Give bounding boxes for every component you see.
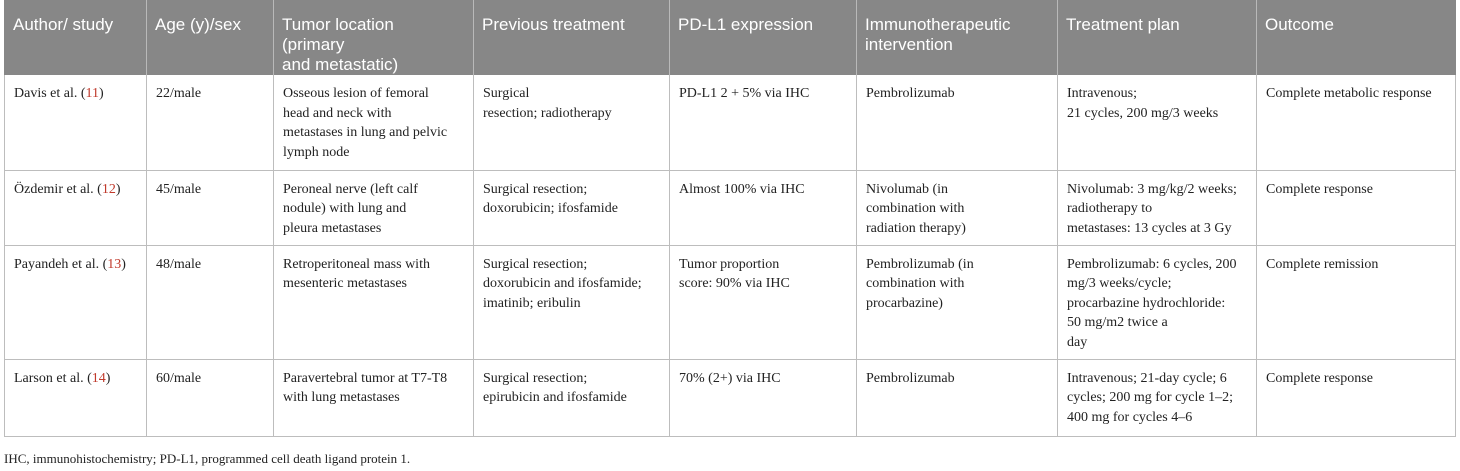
cell-treatment-plan: Pembrolizumab: 6 cycles, 200 mg/3 weeks/cycle; procarbazine hydrochloride: 50 mg/m2 twice a day: [1058, 245, 1257, 359]
cell-previous-treatment: Surgical resection; radiotherapy: [474, 75, 670, 170]
cell-pdl1: 70% (2+) via IHC: [670, 359, 857, 436]
cell-tumor-location: Osseous lesion of femoral head and neck with metastases in lung and pelvic lymph node: [274, 75, 474, 170]
citation-link[interactable]: 14: [91, 370, 106, 386]
table-footnote: IHC, immunohistochemistry; PD-L1, programmed cell death ligand protein 1.: [4, 451, 411, 466]
header-row: [5, 0, 1456, 75]
header-age-sex: Age (y)/sex: [147, 0, 274, 75]
cell-tumor-location: Retroperitoneal mass with mesenteric metastases: [274, 245, 474, 359]
cell-intervention: Pembrolizumab (in combination with procarbazine): [857, 245, 1058, 359]
cell-pdl1: Almost 100% via IHC: [670, 170, 857, 245]
cell-tumor-location: Peroneal nerve (left calf nodule) with lung and pleura metastases: [274, 170, 474, 245]
cell-tumor-location: Paravertebral tumor at T7-T8 with lung metastases: [274, 359, 474, 436]
header-pdl1: PD-L1 expression: [670, 0, 857, 75]
header-author: Author/ study: [5, 0, 147, 75]
cell-age-sex: 45/male: [147, 170, 274, 245]
citation-link[interactable]: 12: [101, 181, 116, 197]
case-table: [4, 0, 1456, 437]
citation-link[interactable]: 11: [85, 86, 100, 101]
header-treatment-plan: Treatment plan: [1058, 0, 1257, 75]
cell-outcome: Complete response: [1257, 170, 1456, 245]
cell-age-sex: 60/male: [147, 359, 274, 436]
cell-outcome: Complete response: [1257, 359, 1456, 436]
cell-previous-treatment: Surgical resection; epirubicin and ifosfamide: [474, 359, 670, 436]
header-outcome: Outcome: [1257, 0, 1456, 75]
cell-age-sex: 22/male: [147, 75, 274, 170]
citation-link[interactable]: 13: [107, 256, 122, 272]
cell-author: Larson et al. (14): [5, 359, 147, 436]
cell-treatment-plan: Nivolumab: 3 mg/kg/2 weeks; radiotherapy to metastases: 13 cycles at 3 Gy: [1058, 170, 1257, 245]
cell-treatment-plan: Intravenous; 21 cycles, 200 mg/3 weeks: [1058, 75, 1257, 170]
cell-outcome: Complete metabolic response: [1257, 75, 1456, 170]
table-row: [5, 245, 1456, 359]
cell-intervention: Pembrolizumab: [857, 359, 1058, 436]
cell-outcome: Complete remission: [1257, 245, 1456, 359]
header-previous-treatment: Previous treatment: [474, 0, 670, 75]
header-tumor-location: Tumor location (primary and metastatic): [274, 0, 474, 75]
table-row: [5, 170, 1456, 245]
cell-pdl1: PD-L1 2 + 5% via IHC: [670, 75, 857, 170]
cell-author: Davis et al. (11): [5, 75, 147, 170]
cell-treatment-plan: Intravenous; 21-day cycle; 6 cycles; 200 mg for cycle 1–2; 400 mg for cycles 4–6: [1058, 359, 1257, 436]
cell-pdl1: Tumor proportion score: 90% via IHC: [670, 245, 857, 359]
cell-age-sex: 48/male: [147, 245, 274, 359]
cell-author: Payandeh et al. (13): [5, 245, 147, 359]
table-row: [5, 359, 1456, 436]
cell-intervention: Pembrolizumab: [857, 75, 1058, 170]
cell-author: Özdemir et al. (12): [5, 170, 147, 245]
cell-intervention: Nivolumab (in combination with radiation therapy): [857, 170, 1058, 245]
cell-previous-treatment: Surgical resection; doxorubicin; ifosfamide: [474, 170, 670, 245]
table-row: [5, 75, 1456, 170]
header-intervention: Immunotherapeutic intervention: [857, 0, 1058, 75]
cell-previous-treatment: Surgical resection; doxorubicin and ifosfamide; imatinib; eribulin: [474, 245, 670, 359]
